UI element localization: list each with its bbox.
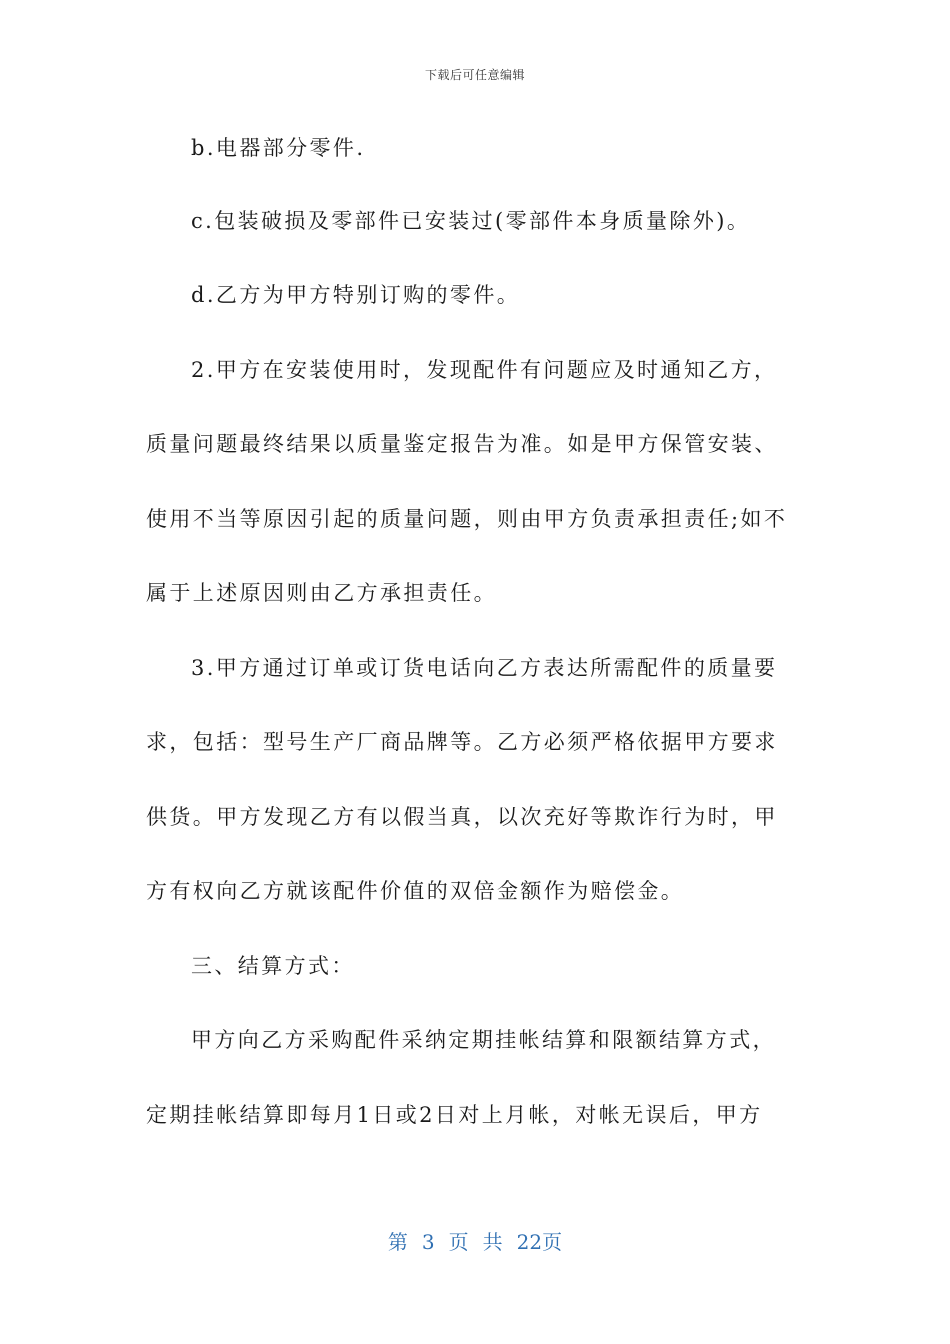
text-line: 使用不当等原因引起的质量问题，则由甲方负责承担责任;如不 [146,507,788,531]
text-line: 供货。甲方发现乙方有以假当真，以次充好等欺诈行为时，甲 [146,805,778,829]
text-line-d: d.乙方为甲方特别订购的零件。 [191,283,521,307]
footer-total-word: 共 [482,1230,503,1254]
text-line: 定期挂帐结算即每月1日或2日对上月帐，对帐无误后，甲方 [146,1103,763,1127]
text-line: 质量问题最终结果以质量鉴定报告为准。如是甲方保管安装、 [146,432,778,456]
footer-prefix: 第 [387,1230,408,1254]
footer-page-number: 3 [421,1230,435,1254]
footer-total-pages: 22页 [516,1230,563,1254]
section-heading-settlement: 三、结算方式： [191,954,355,978]
text-line-item2-start: 2.甲方在安装使用时，发现配件有问题应及时通知乙方， [191,358,778,382]
text-line: 方有权向乙方就该配件价值的双倍金额作为赔偿金。 [146,879,685,903]
page-header: 下载后可任意编辑 [424,68,525,82]
text-line: 求，包括：型号生产厂商品牌等。乙方必须严格依据甲方要求 [146,730,778,754]
text-line-item3-start: 3.甲方通过订单或订货电话向乙方表达所需配件的质量要 [191,656,778,680]
text-line-c: c.包装破损及零部件已安装过(零部件本身质量除外)。 [191,209,751,233]
text-line: 属于上述原因则由乙方承担责任。 [146,581,497,605]
text-line-settlement-start: 甲方向乙方采购配件采纳定期挂帐结算和限额结算方式， [191,1028,776,1052]
page-footer [0,1226,950,1255]
footer-page-word: 页 [448,1230,469,1254]
text-line-b: b.电器部分零件. [191,136,366,160]
